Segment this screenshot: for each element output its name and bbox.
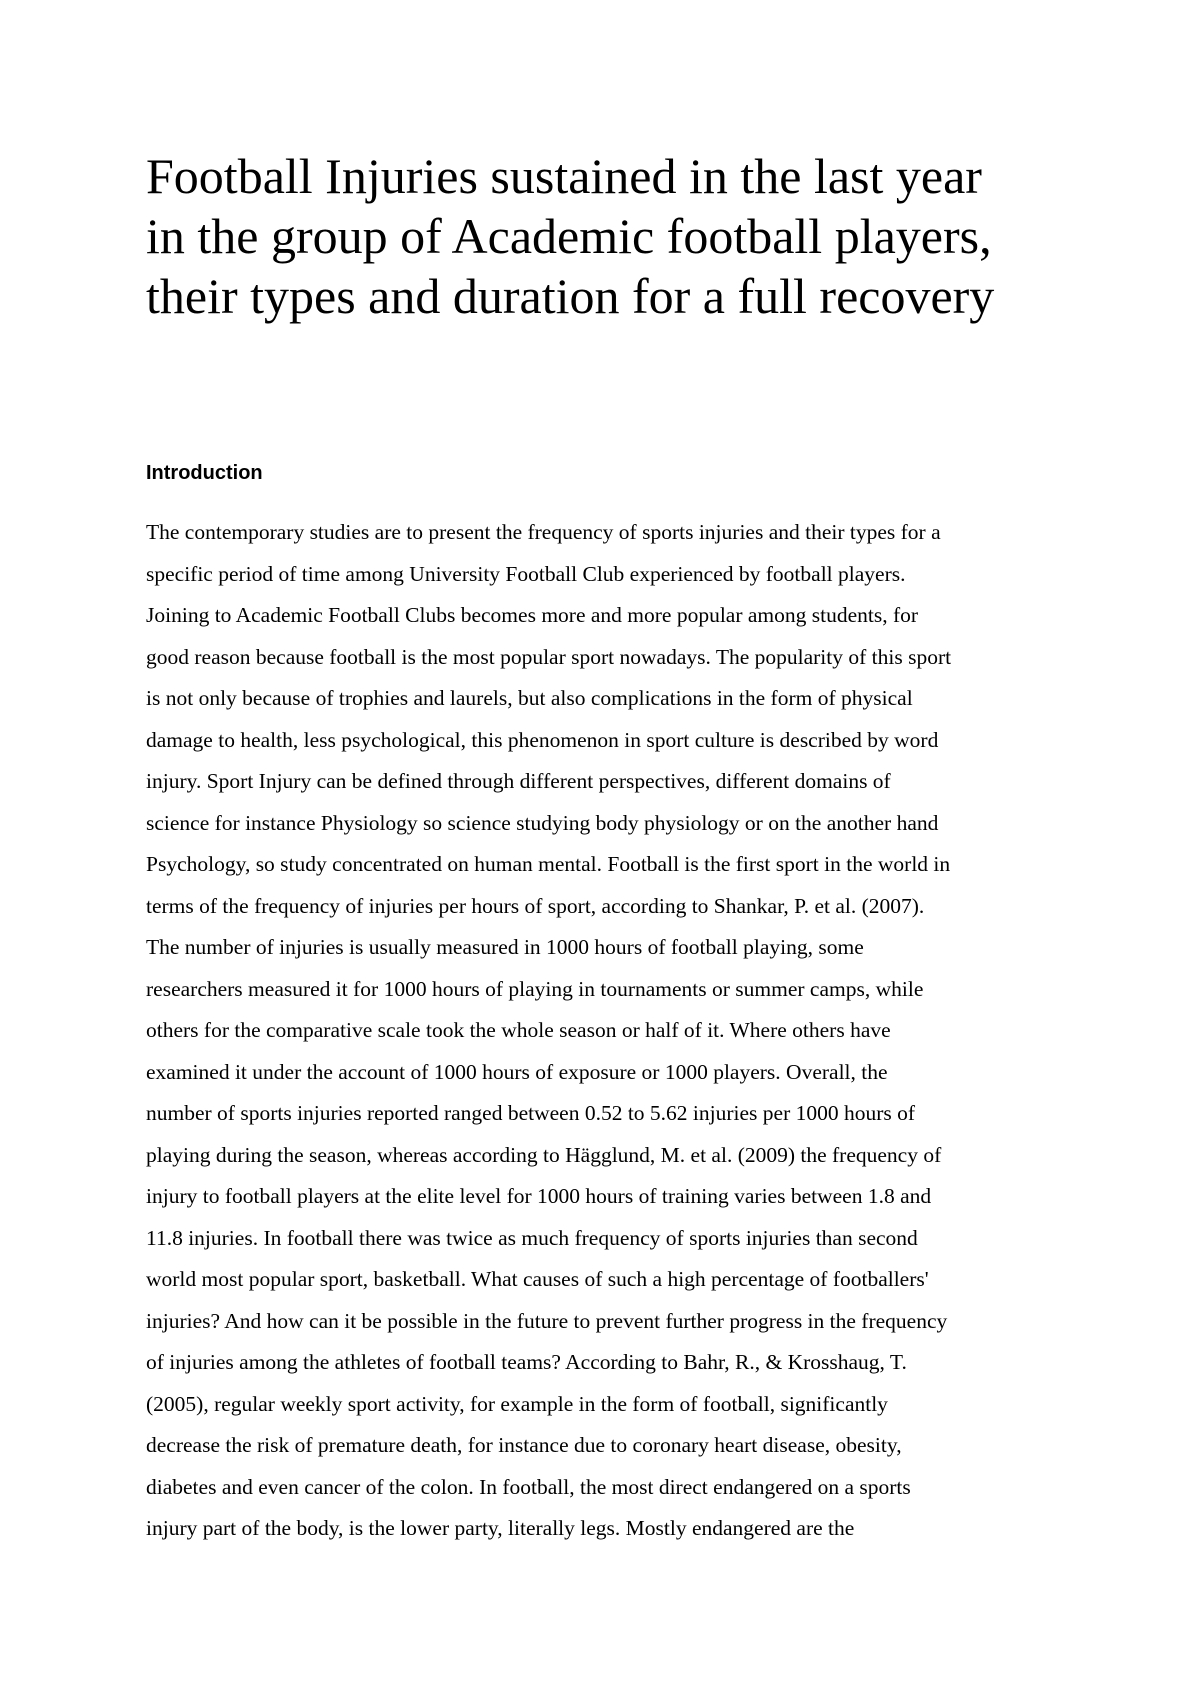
paragraph-line: examined it under the account of 1000 hours of exposure or 1000 players. Overall, the [146, 1059, 888, 1084]
section-heading-introduction: Introduction [146, 462, 263, 484]
paragraph-line: good reason because football is the most popular sport nowadays. The popularity of this sport [146, 644, 952, 669]
paragraph-line: playing during the season, whereas according to Hägglund, M. et al. (2009) the frequency of [146, 1142, 942, 1167]
paragraph-line: Psychology, so study concentrated on human mental. Football is the first sport in the world in [146, 852, 951, 876]
document-title [146, 146, 1096, 326]
title-line: Football Injuries sustained in the last year [146, 148, 982, 204]
paragraph-line: injury. Sport Injury can be defined through different perspectives, different domains of [146, 769, 891, 793]
paragraph-line: number of sports injuries reported ranged between 0.52 to 5.62 injuries per 1000 hours of [146, 1101, 916, 1125]
paragraph-line: science for instance Physiology so science studying body physiology or on the another hand [146, 810, 939, 835]
paragraph-line: specific period of time among University Football Club experienced by football players. [146, 561, 906, 586]
paragraph-line: others for the comparative scale took the whole season or half of it. Where others have [146, 1018, 891, 1042]
paragraph-line: Joining to Academic Football Clubs becomes more and more popular among students, for [146, 603, 919, 627]
paragraph-line: injury part of the body, is the lower party, literally legs. Mostly endangered are the [146, 1516, 855, 1540]
paragraph-line: of injuries among the athletes of football teams? According to Bahr, R., & Krosshaug, T. [146, 1350, 907, 1374]
paragraph-line: decrease the risk of premature death, for instance due to coronary heart disease, obesity, [146, 1433, 902, 1457]
paragraph-line: world most popular sport, basketball. What causes of such a high percentage of footballers' [146, 1267, 929, 1291]
paragraph-line: 11.8 injuries. In football there was twice as much frequency of sports injuries than second [146, 1225, 918, 1250]
paragraph-line: The number of injuries is usually measured in 1000 hours of football playing, some [146, 935, 864, 959]
paragraph-line: is not only because of trophies and laurels, but also complications in the form of physical [146, 686, 913, 710]
paragraph-line: The contemporary studies are to present the frequency of sports injuries and their types for a [146, 520, 941, 544]
paragraph-line: (2005), regular weekly sport activity, for example in the form of football, significantly [146, 1391, 888, 1416]
paragraph-line: injury to football players at the elite level for 1000 hours of training varies between 1.8 and [146, 1184, 932, 1208]
paragraph-line: damage to health, less psychological, this phenomenon in sport culture is described by word [146, 727, 939, 752]
paragraph-line: injuries? And how can it be possible in the future to prevent further progress in the frequency [146, 1308, 948, 1333]
paragraph-line: diabetes and even cancer of the colon. In football, the most direct endangered on a sports [146, 1474, 911, 1499]
paragraph-line: researchers measured it for 1000 hours of playing in tournaments or summer camps, while [146, 976, 924, 1001]
title-line: in the group of Academic football players, [146, 208, 992, 264]
introduction-paragraph [146, 512, 1086, 1550]
paragraph-line: terms of the frequency of injuries per hours of sport, according to Shankar, P. et al. (2007). [146, 893, 925, 918]
title-line: their types and duration for a full recovery [146, 268, 995, 324]
